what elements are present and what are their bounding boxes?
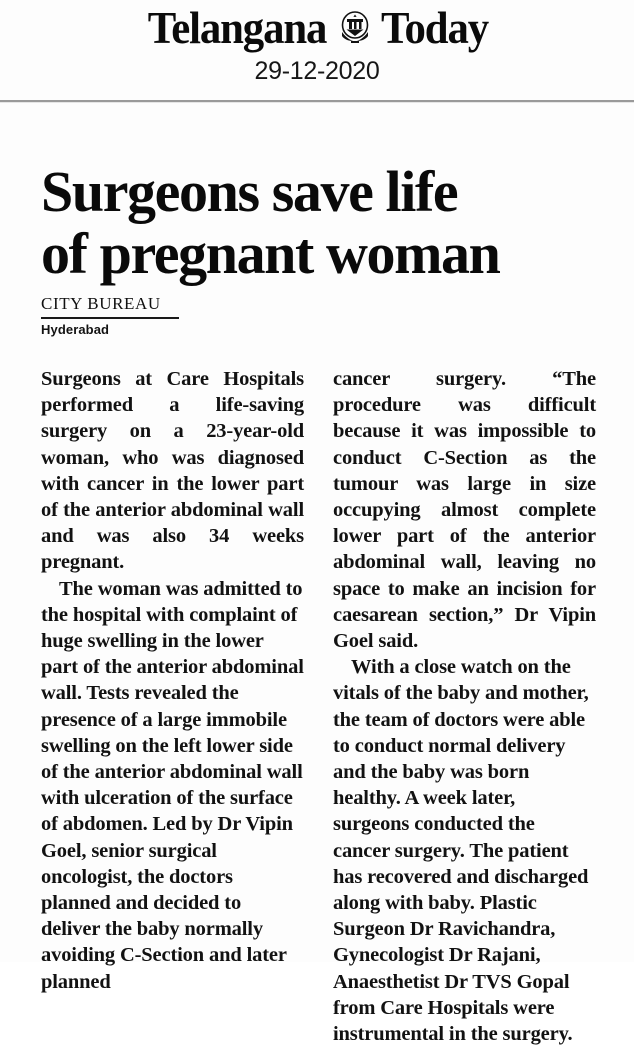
page-title bbox=[41, 158, 601, 286]
byline-location: Hyderabad bbox=[41, 322, 110, 337]
masthead-title bbox=[0, 2, 634, 54]
telangana-state-emblem-icon bbox=[338, 10, 372, 46]
headline-line-2: of pregnant woman bbox=[41, 220, 500, 286]
publication-date: 29-12-2020 bbox=[254, 57, 380, 85]
masthead-word-telangana: Telangana bbox=[148, 2, 327, 53]
masthead bbox=[0, 0, 634, 86]
article-paragraph: With a close watch on the vitals of the baby and mother, the team of doctors were able to conduct normal delivery and the baby was born healthy. A week later, surgeons conducted the cancer surgery. The patient has recovered and discharged along with baby. Plastic Surgeon Dr Ravichandra, Gynecologist Dr Rajani, Anaesthetist Dr TVS Gopal from Care Hospitals were instrumental in the surgery. bbox=[333, 656, 589, 1046]
headline-line-1: Surgeons save life bbox=[41, 158, 458, 224]
article-body bbox=[41, 366, 596, 1046]
article-column-right bbox=[333, 366, 596, 1046]
byline-author: CITY BUREAU bbox=[41, 294, 161, 313]
article-paragraph: The woman was admitted to the hospital with complaint of huge swelling in the lower part of the anterior abdominal wall. Tests revealed the presence of a large immobile swelling on the left lower side of the anterior abdominal wall with ulceration of the surface of abdomen. Led by Dr Vipin Goel, senior surgical oncologist, the doctors planned and decided to deliver the baby normally avoiding C-Section and later planned bbox=[41, 577, 304, 993]
article-paragraph: Surgeons at Care Hospitals performed a life-saving surgery on a 23-year-old woman, who was diagnosed with cancer in the lower part of the anterior abdominal wall and was also 34 weeks pregnant. bbox=[41, 368, 304, 574]
byline-divider bbox=[41, 317, 179, 319]
article-paragraph: cancer surgery. “The procedure was difficult because it was impossible to conduct C-Section as the tumour was large in size occupying almost complete lower part of the anterior abdominal wall, leaving no space to make an incision for caesarean section,” Dr Vipin Goel said. bbox=[333, 368, 596, 653]
masthead-divider-rule bbox=[0, 100, 634, 103]
masthead-word-today: Today bbox=[381, 2, 489, 53]
byline bbox=[41, 294, 181, 338]
article-column-left bbox=[41, 366, 304, 993]
